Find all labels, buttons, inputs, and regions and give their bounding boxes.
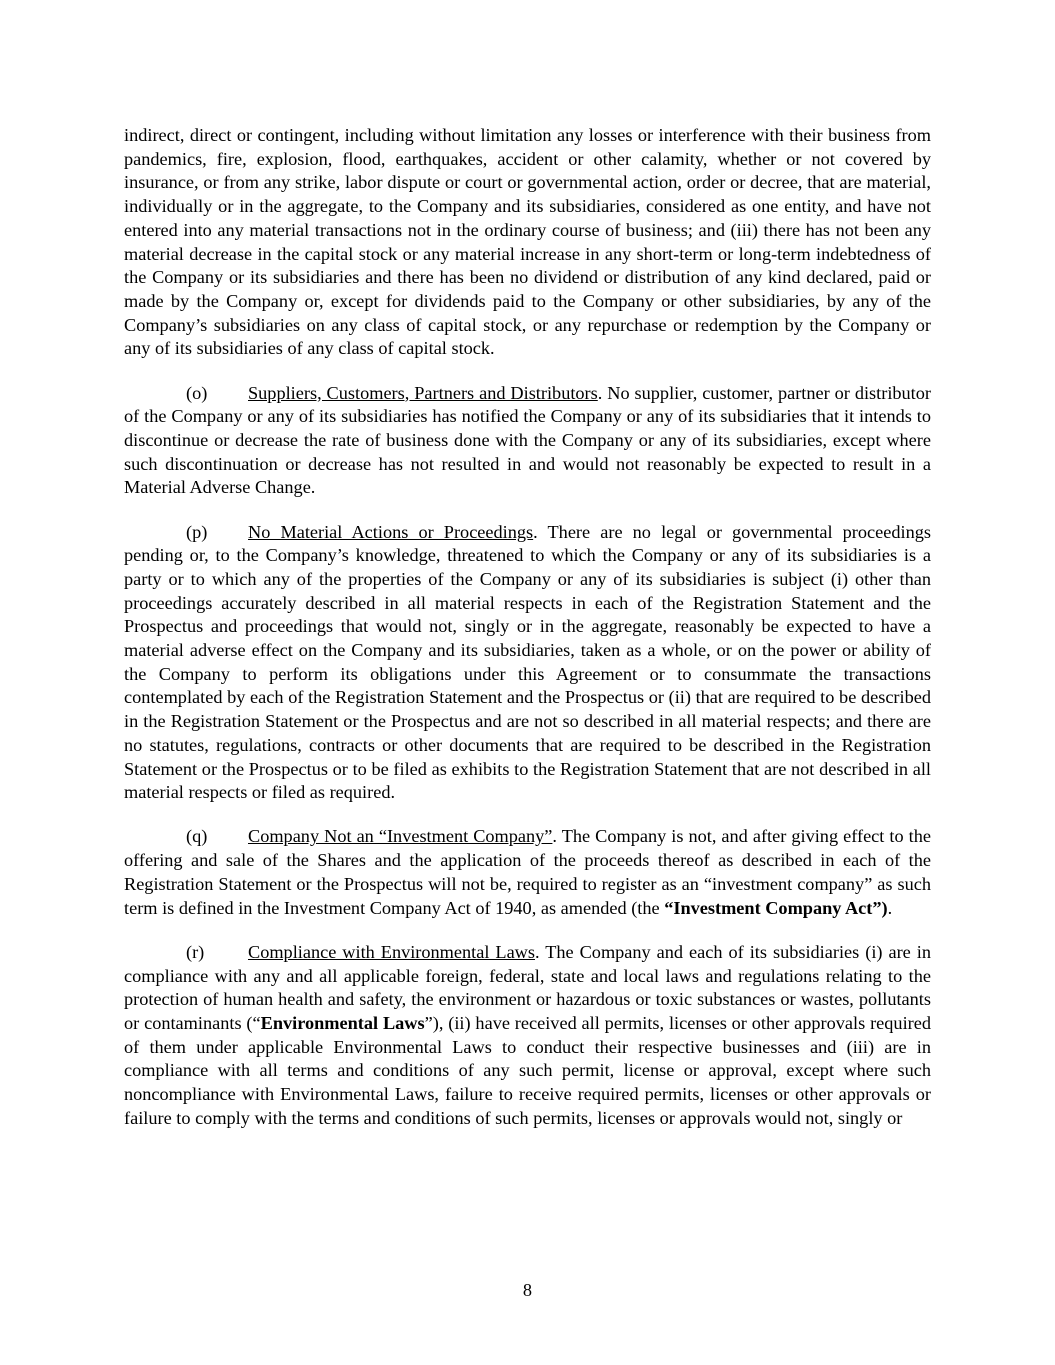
section-r-heading: Compliance with Environmental Laws xyxy=(248,941,535,962)
section-r-label: (r) xyxy=(186,941,205,962)
section-q-heading: Company Not an “Investment Company” xyxy=(248,826,553,847)
section-q-defined-term: “Investment Company Act”) xyxy=(664,897,888,918)
section-q-paragraph xyxy=(124,825,931,920)
section-r-paragraph xyxy=(124,941,931,1131)
section-o-label: (o) xyxy=(186,382,208,403)
section-p-text: . There are no legal or governmental proceedings pending or, to the Company’s knowledge, threatened to which the Company or any of its subsidiaries is a party or to which any of the properties of the Company or any of its subsidiaries is subject (i) other than proceedings accurately described in all material respects in each of the Registration Statement and the Prospectus and proceedings that would not, singly or in the aggregate, reasonably be expected to have a material adverse effect on the Company and its subsidiaries, taken as a whole, or on the power or ability of the Company to perform its obligations under this Agreement or to consummate the transactions contemplated by each of the Registration Statement and the Prospectus or (ii) that are required to be described in the Registration Statement or the Prospectus and are not so described in all material respects; and there are no statutes, regulations, contracts or other documents that are required to be described in the Registration Statement or the Prospectus or to be filed as exhibits to the Registration Statement that are not described in all material respects or filed as required. xyxy=(124,521,931,803)
section-r-text-after: ”), (ii) have received all permits, licenses or other approvals required of them under applicable Environmental Laws to conduct their respective businesses and (iii) are in compliance with all terms and conditions of any such permit, license or approval, except where such noncompliance with Environmental Laws, failure to receive required permits, licenses or other approvals or failure to comply with the terms and conditions of such permits, licenses or approvals would not, singly or xyxy=(124,1012,931,1128)
section-q-text-before: . The Company is not, and after giving effect to the offering and sale of the Shares and the application of the proceeds thereof as described in each of the Registration Statement or the Prospectus will not be, required to register as an “investment company” as such term is defined in the Investment Company Act of 1940, as amended (the xyxy=(124,826,931,918)
section-p-heading: No Material Actions or Proceedings xyxy=(248,521,534,542)
section-q-label: (q) xyxy=(186,826,208,847)
section-p-label: (p) xyxy=(186,521,208,542)
continuation-text: indirect, direct or contingent, including without limitation any losses or interference with their business from pandemics, fire, explosion, flood, earthquakes, accident or other calamity, whether or not covered by insurance, or from any strike, labor dispute or court or governmental action, order or decree, that are material, individually or in the aggregate, to the Company and its subsidiaries, considered as one entity, and have not entered into any material transactions not in the ordinary course of business; and (iii) there has not been any material decrease in the capital stock or any material increase in any short-term or long-term indebtedness of the Company or its subsidiaries and there has been no dividend or distribution of any kind declared, paid or made by the Company or, except for dividends paid to the Company or other subsidiaries, by any of the Company’s subsidiaries on any class of capital stock, or any repurchase or redemption by the Company or any of its subsidiaries of any class of capital stock. xyxy=(124,125,931,359)
section-o-text: . No supplier, customer, partner or distributor of the Company or any of its subsidiaries has notified the Company or any of its subsidiaries that it intends to discontinue or decrease the rate of business done with the Company or any of its subsidiaries, except where such discontinuation or decrease has not resulted in and would not reasonably be expected to result in a Material Adverse Change. xyxy=(124,382,931,498)
section-r-defined-term: Environmental Laws xyxy=(260,1012,425,1033)
continuation-paragraph xyxy=(124,124,931,361)
section-o-heading: Suppliers, Customers, Partners and Distributors xyxy=(248,382,598,403)
page-number: 8 xyxy=(522,1280,533,1300)
document-page xyxy=(124,124,931,1151)
section-p-paragraph xyxy=(124,521,931,805)
section-q-text-after: . xyxy=(887,897,893,918)
section-o-paragraph xyxy=(124,382,931,501)
section-r-text-before: . The Company and each of its subsidiaries (i) are in compliance with any and all applicable foreign, federal, state and local laws and regulations relating to the protection of human health and safety, the environment or hazardous or toxic substances or wastes, pollutants or contaminants (“ xyxy=(124,941,931,1033)
